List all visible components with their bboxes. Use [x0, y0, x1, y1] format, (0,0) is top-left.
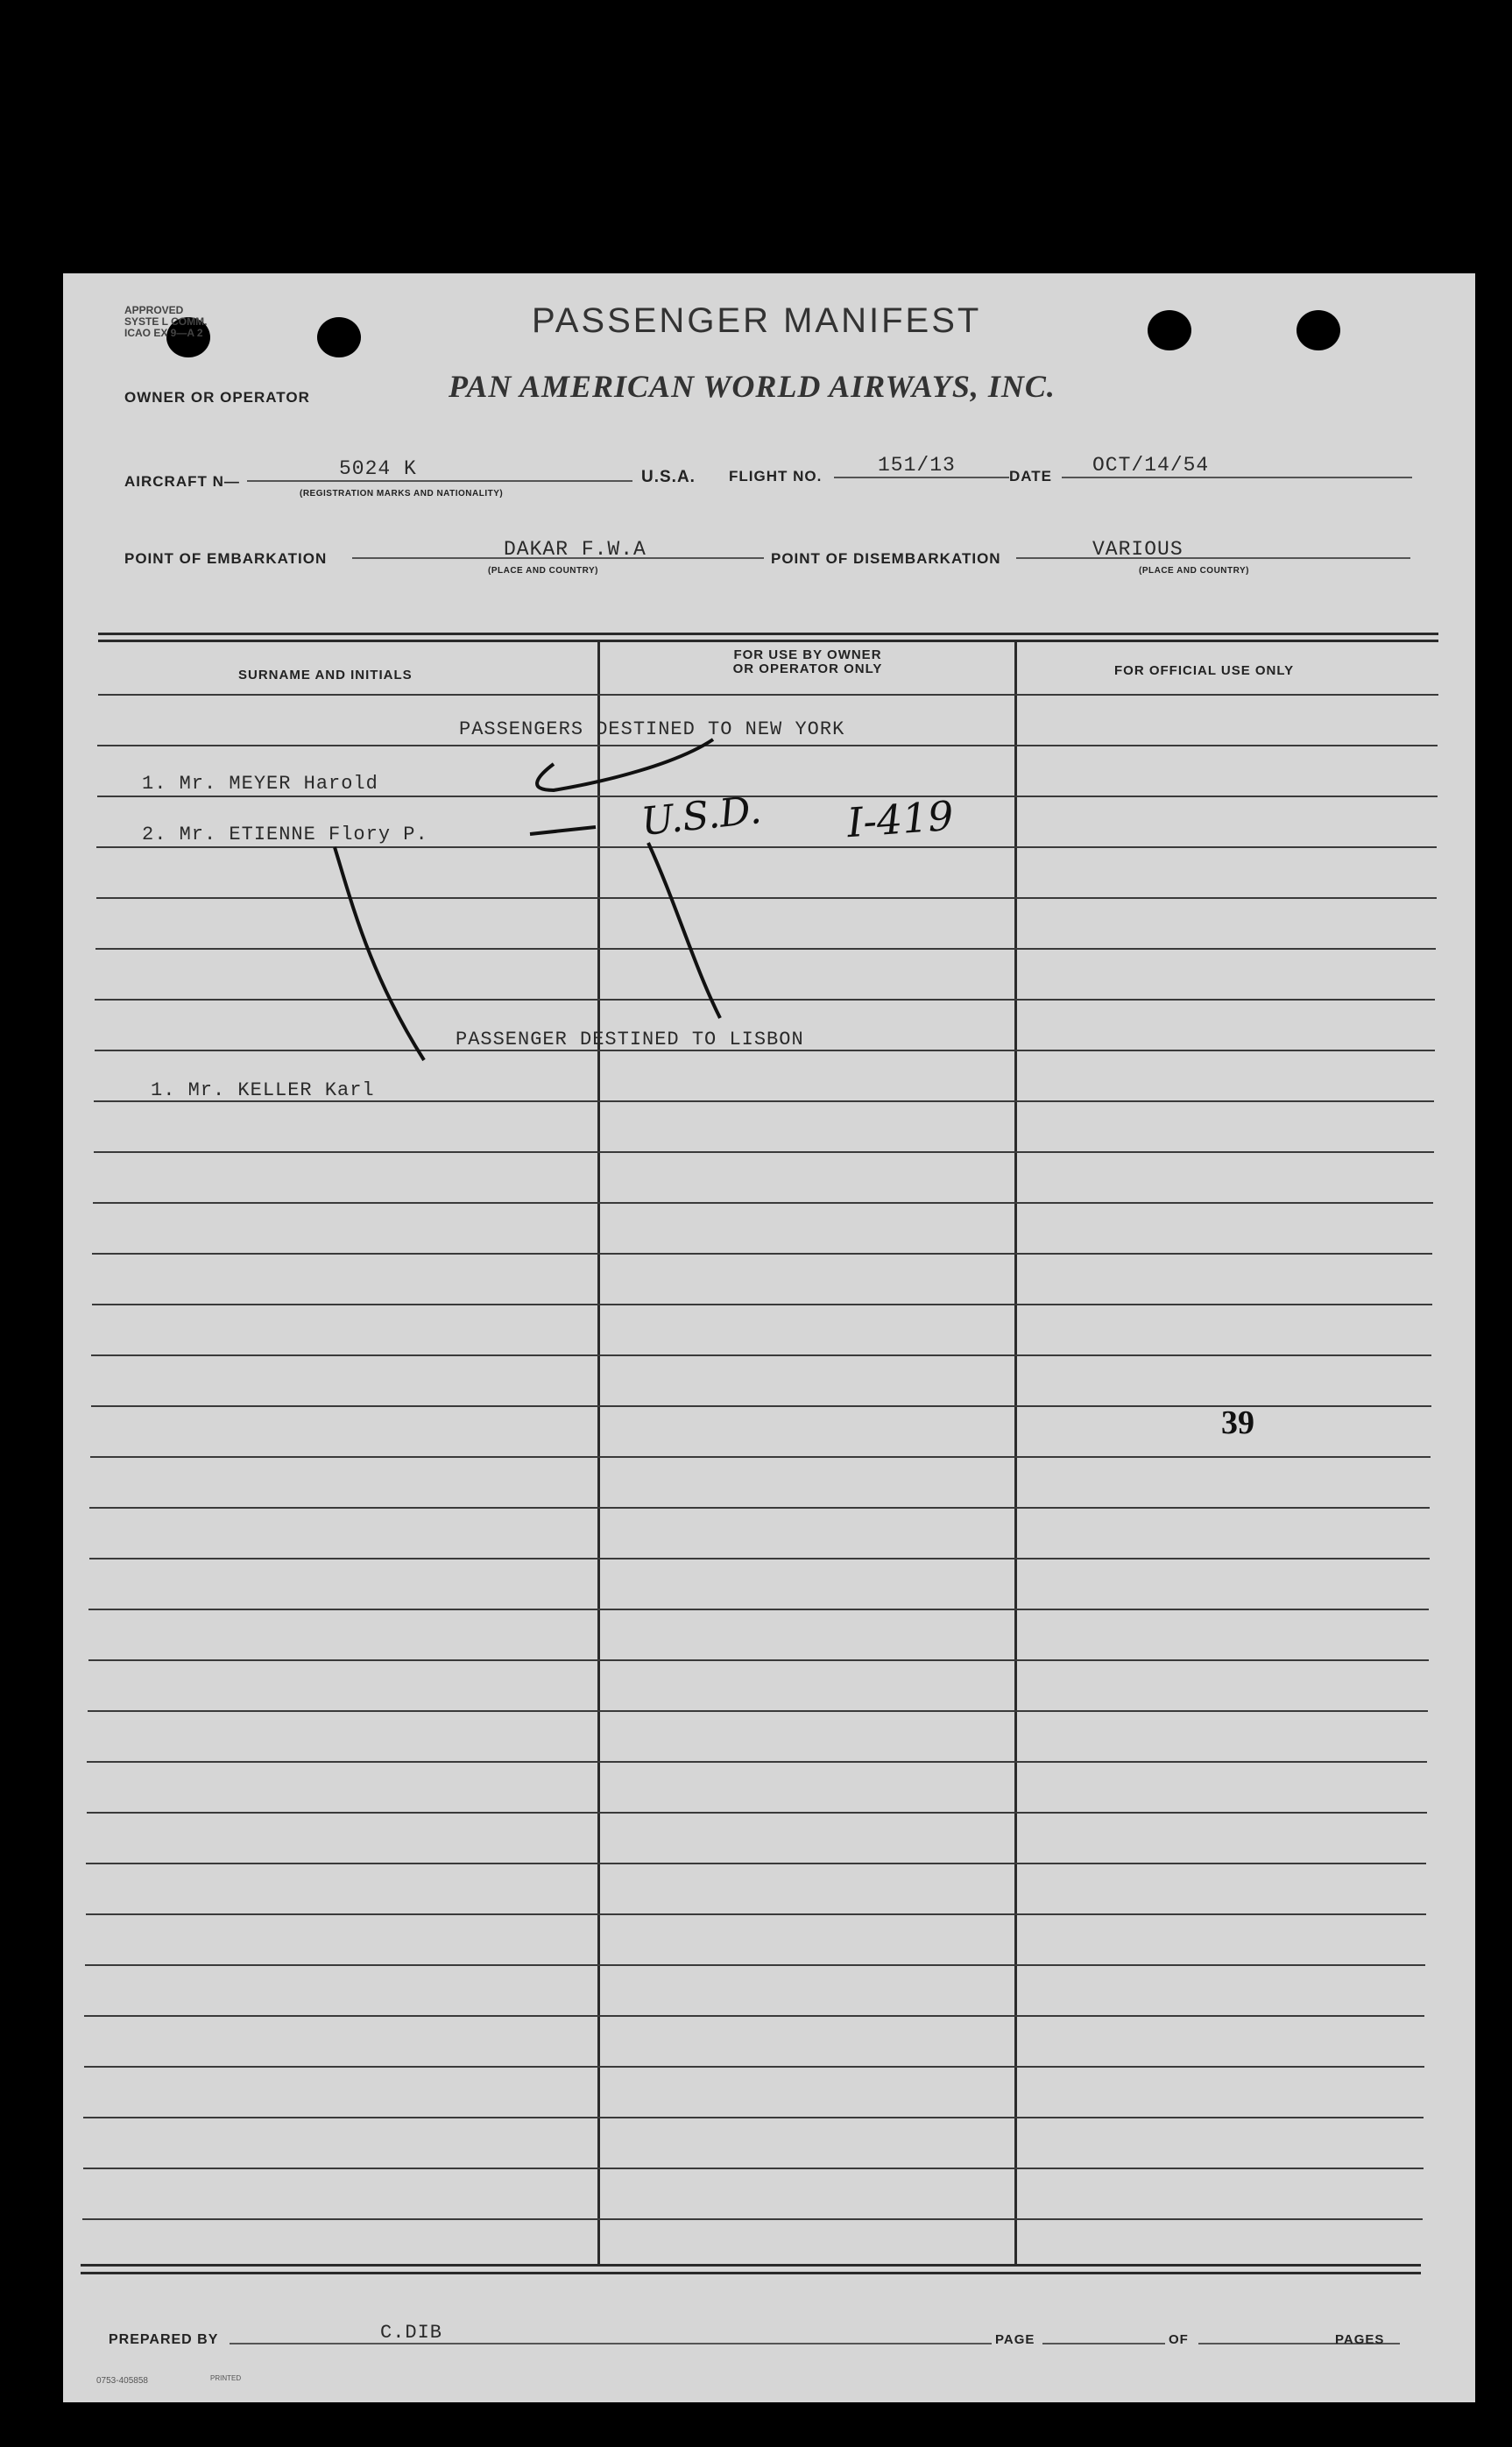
table-row-rule [86, 1863, 1426, 1864]
flight-value: 151/13 [878, 454, 956, 477]
owner-value: PAN AMERICAN WORLD AIRWAYS, INC. [449, 369, 1056, 404]
disembarkation-sublabel: (PLACE AND COUNTRY) [1139, 566, 1249, 576]
of-label: OF [1169, 2332, 1189, 2347]
header-owner-use-line-2: OR OPERATOR ONLY [732, 661, 883, 676]
passenger-row-2: 2. Mr. ETIENNE Flory P. [142, 824, 428, 845]
flight-label: FLIGHT NO. [729, 468, 823, 484]
handwritten-ref: I-419 [845, 791, 956, 847]
table-row-rule [89, 1558, 1430, 1559]
handwritten-strokes [63, 273, 1475, 1325]
table-bottom-rule [81, 2264, 1421, 2267]
table-row-rule [87, 1812, 1427, 1814]
printed-mark: PRINTED [210, 2374, 242, 2382]
group-heading-lisbon: PASSENGER DESTINED TO LISBON [456, 1029, 804, 1050]
page-underline [1042, 2343, 1165, 2344]
header-owner-use-line-1: FOR USE BY OWNER [733, 647, 882, 662]
pages-label: PAGES [1335, 2332, 1385, 2347]
prepared-by-underline [230, 2343, 992, 2344]
form-number: 0753-405858 [96, 2376, 148, 2386]
passenger-row-3: 1. Mr. KELLER Karl [151, 1079, 375, 1101]
embarkation-label: POINT OF EMBARKATION [124, 550, 328, 567]
official-page-number: 39 [1221, 1404, 1254, 1441]
date-label: DATE [1009, 468, 1053, 484]
dash-mark [530, 827, 596, 834]
prepared-by-label: PREPARED BY [109, 2332, 219, 2347]
header-surname: SURNAME AND INITIALS [238, 668, 413, 682]
disembarkation-value: VARIOUS [1092, 538, 1183, 561]
nationality: U.S.A. [641, 468, 696, 486]
table-row-rule [89, 1507, 1430, 1509]
table-row-rule [85, 1964, 1425, 1966]
table-row-rule [88, 1609, 1429, 1610]
table-row-rule [82, 2218, 1423, 2220]
table-row-rule [88, 1659, 1429, 1661]
page-label: PAGE [995, 2332, 1035, 2347]
table-row-rule [87, 1761, 1427, 1763]
approval-line-3: ICAO EX 9—A 2 [124, 327, 203, 339]
aircraft-value: 5024 K [339, 457, 417, 480]
embarkation-sublabel: (PLACE AND COUNTRY) [488, 566, 598, 576]
table-row-rule [84, 2066, 1424, 2068]
table-bottom-rule-2 [81, 2272, 1421, 2274]
date-value: OCT/14/54 [1092, 454, 1210, 477]
table-row-rule [84, 2015, 1424, 2017]
table-row-rule [90, 1456, 1431, 1458]
check-mark [537, 739, 713, 790]
aircraft-label: AIRCRAFT N— [124, 473, 240, 490]
table-row-rule [86, 1913, 1426, 1915]
passenger-row-1: 1. Mr. MEYER Harold [142, 773, 378, 795]
approval-line-2: SYSTE L COMM. [124, 315, 208, 328]
handwritten-code: U.S.D. [639, 787, 764, 845]
header-official-use: FOR OFFICIAL USE ONLY [1114, 663, 1295, 678]
form-title: PASSENGER MANIFEST [532, 301, 982, 340]
table-row-rule [83, 2168, 1424, 2169]
approval-line-1: APPROVED [124, 304, 184, 316]
table-row-rule [91, 1354, 1431, 1356]
owner-label: OWNER OR OPERATOR [124, 389, 310, 406]
table-row-rule [83, 2117, 1424, 2118]
bracket-line-left [335, 847, 424, 1060]
table-row-rule [88, 1710, 1428, 1712]
group-heading-new-york: PASSENGERS DESTINED TO NEW YORK [459, 718, 845, 740]
manifest-sheet [63, 273, 1475, 2402]
bracket-line-right [648, 843, 720, 1018]
aircraft-sublabel: (REGISTRATION MARKS AND NATIONALITY) [300, 489, 504, 499]
disembarkation-label: POINT OF DISEMBARKATION [771, 550, 1001, 567]
embarkation-value: DAKAR F.W.A [504, 538, 646, 561]
prepared-by-value: C.DIB [380, 2322, 443, 2344]
